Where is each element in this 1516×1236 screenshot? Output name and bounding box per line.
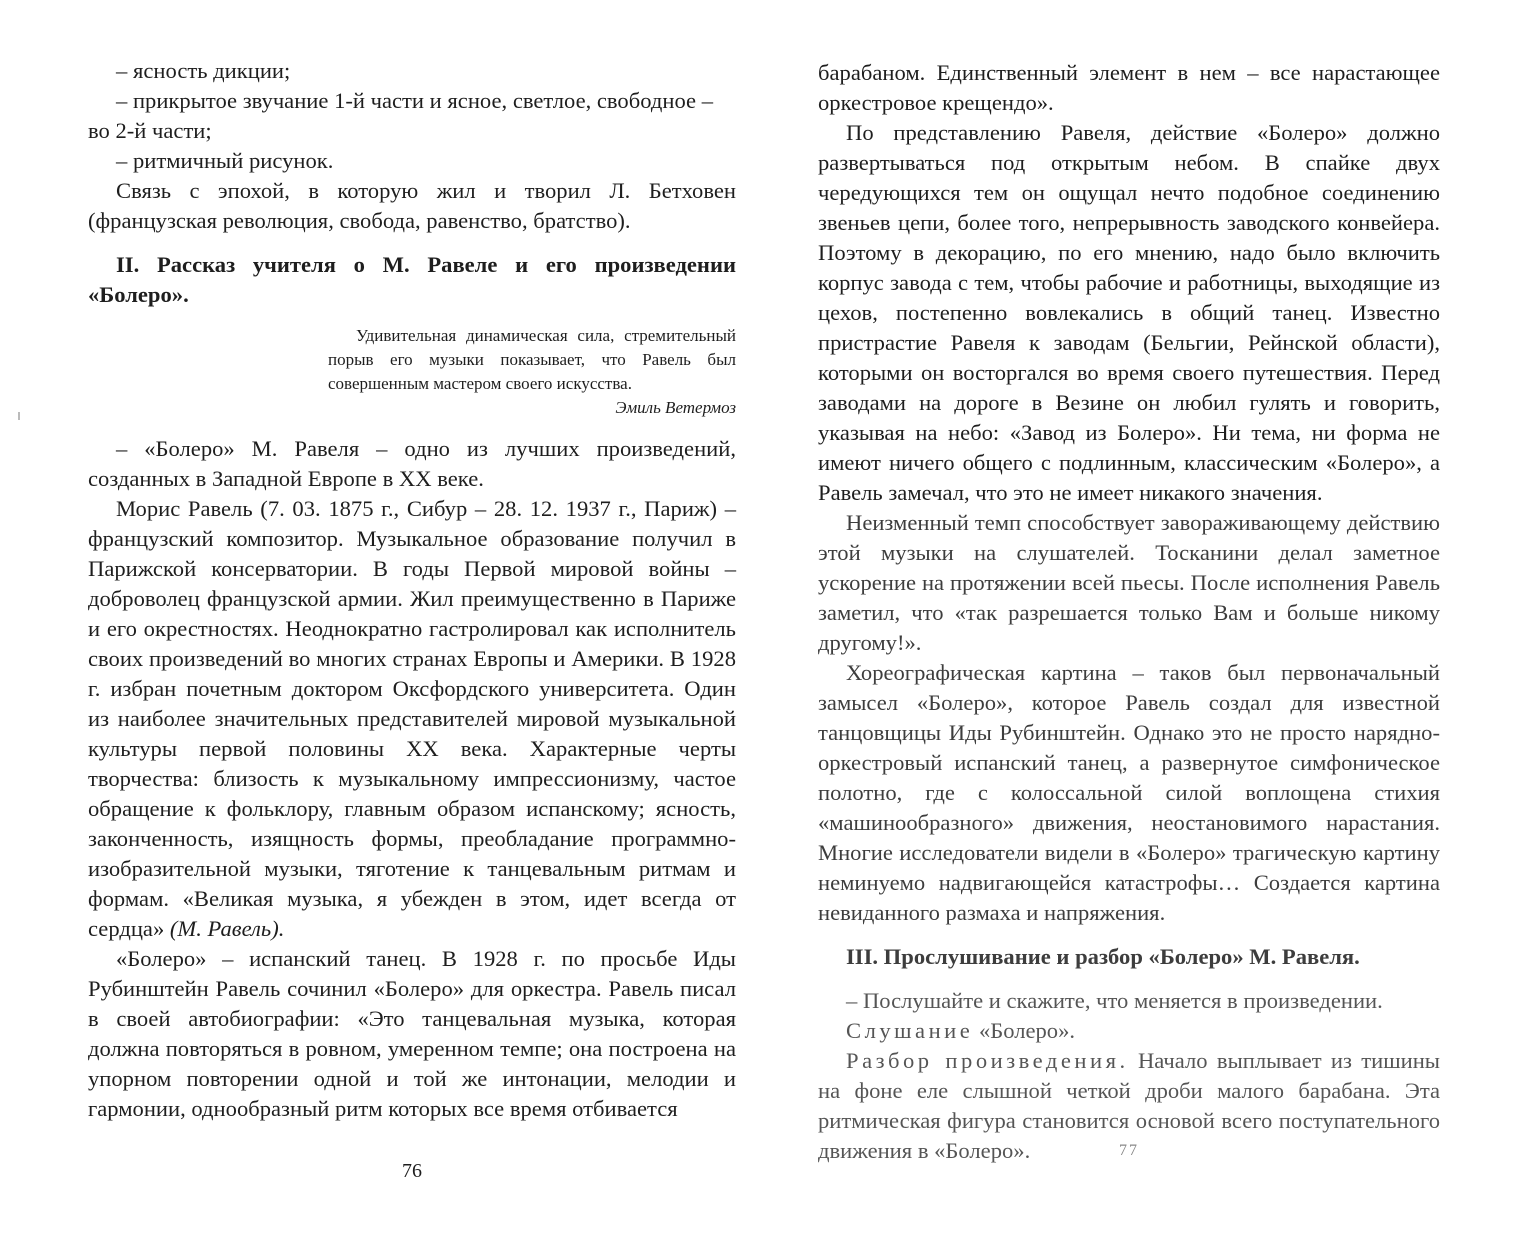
question-line: – Послушайте и скажите, что меняется в произведении. xyxy=(846,988,1383,1013)
intro-paragraph: Связь с эпохой, в которую жил и творил Л. Бетховен (французская революция, свобода, равенство, братство). xyxy=(88,178,736,233)
epigraph-text: Удивительная динамическая сила, стремительный порыв его музыки показывает, что Равель был совершенным мастером своего искусства. xyxy=(328,326,736,393)
list-item-sound-cont: во 2-й части; xyxy=(88,118,212,143)
list-item-rhythm: – ритмичный рисунок. xyxy=(116,148,334,173)
right-paragraph-3: Хореографическая картина – таков был первоначальный замысел «Болеро», которое Равель создал для известной танцовщицы Иды Рубинштейн. Однако это не просто нарядно-оркестровый испанский танец, а развернутое симфоническое полотно, где с колоссальной силой воплощена стихия «машинообразного» движения, неостановимого нарастания. Многие исследователи видели в «Болеро» трагическую картину неминуемо надвигающейся катастрофы… Создается картина невиданного размаха и напряжения. xyxy=(818,660,1440,925)
left-text-column xyxy=(88,56,736,1124)
body-paragraph-2 xyxy=(88,494,736,944)
section-heading-3: III. Прослушивание и разбор «Болеро» М. Равеля. xyxy=(846,944,1360,969)
body-paragraph-3: «Болеро» – испанский танец. В 1928 г. по просьбе Иды Рубинштейн Равель сочинил «Болеро» для оркестра. Равель писал в своей автобиографии: «Это танцевальная музыка, которая должна повторяться в ровном, умеренном темпе; она построена на упорном повторении одной и той же интонации, мелодии и гармонии, однообразный ритм которых все время отбивается xyxy=(88,946,736,1121)
epigraph-author: Эмиль Ветермоз xyxy=(615,398,736,417)
listening-line xyxy=(818,1016,1440,1046)
epigraph xyxy=(328,324,736,420)
page-number-right: 77 xyxy=(1119,1142,1139,1159)
section-heading-2: II. Рассказ учителя о М. Равеле и его произведении «Болеро». xyxy=(88,252,736,307)
body-paragraph-1: – «Болеро» М. Равеля – одно из лучших произведений, созданных в Западной Европе в XX веке. xyxy=(88,436,736,491)
analysis-label: Разбор произведения. xyxy=(846,1048,1129,1073)
list-item-diction: – ясность дикции; xyxy=(116,58,291,83)
body-paragraph-2-text: Морис Равель (7. 03. 1875 г., Сибур – 28. 12. 1937 г., Париж) – французский композитор. Музыкальное образование получил в Парижской консерватории. В годы Первой мировой войны – доброволец французской армии. Жил преимущественно в Париже и его окрестностях. Неоднократно гастролировал как исполнитель своих произведений во многих странах Европы и Америки. В 1928 г. избран почетным доктором Оксфордского университета. Один из наиболее значительных представителей мировой музыкальной культуры первой половины XX века. Характерные черты творчества: близость к музыкальному импрессионизму, частое обращение к фольклору, главным образом испанскому; ясность, законченность, изящность формы, преобладание программно-изобразительной музыки, тяготение к танцевальным ритмам и формам. «Великая музыка, я убежден в этом, идет всегда от сердца» xyxy=(88,496,736,941)
right-paragraph-2: Неизменный темп способствует завораживающему действию этой музыки на слушателей. Тосканини делал заметное ускорение на протяжении всей пьесы. После исполнения Равель заметил, что «так разрешается только Вам и больше никому другому!». xyxy=(818,510,1440,655)
citation: (М. Равель). xyxy=(169,916,285,941)
list-item-sound: – прикрытое звучание 1-й части и ясное, светлое, свободное – xyxy=(116,88,714,113)
print-mark xyxy=(18,412,20,420)
listening-title: «Болеро». xyxy=(978,1018,1076,1043)
right-page xyxy=(818,0,1440,1236)
left-page xyxy=(88,0,736,1236)
right-paragraph-1: По представлению Равеля, действие «Болеро» должно развертываться под открытым небом. В спайке двух чередующихся тем он ощущал нечто подобное соединению звеньев цепи, более того, непрерывность заводского конвейера. Поэтому в декорацию, по его мнению, надо было включить корпус завода с тем, чтобы рабочие и работницы, выходящие из цехов, постепенно вовлекались в общий танец. Известно пристрастие Равеля к заводам (Бельгии, Рейнской области), которыми он восторгался во время своего путешествия. Перед заводами на дороге в Везине он любил гулять и говорить, указывая на небо: «Завод из Болеро». Ни тема, ни форма не имеют ничего общего с подлинным, классическим «Болеро», а Равель замечал, что это не имеет никакого значения. xyxy=(818,120,1440,505)
listening-label: Слушание xyxy=(846,1018,974,1043)
page-number-left: 76 xyxy=(402,1160,422,1182)
analysis-text: Начало выплывает из тишины на фоне еле слышной четкой дроби малого барабана. Эта ритмическая фигура становится основой всего поступательного движения в «Болеро». xyxy=(818,1048,1440,1163)
right-text-column xyxy=(818,58,1440,1166)
right-paragraph-0: барабаном. Единственный элемент в нем – все нарастающее оркестровое крещендо». xyxy=(818,60,1440,115)
